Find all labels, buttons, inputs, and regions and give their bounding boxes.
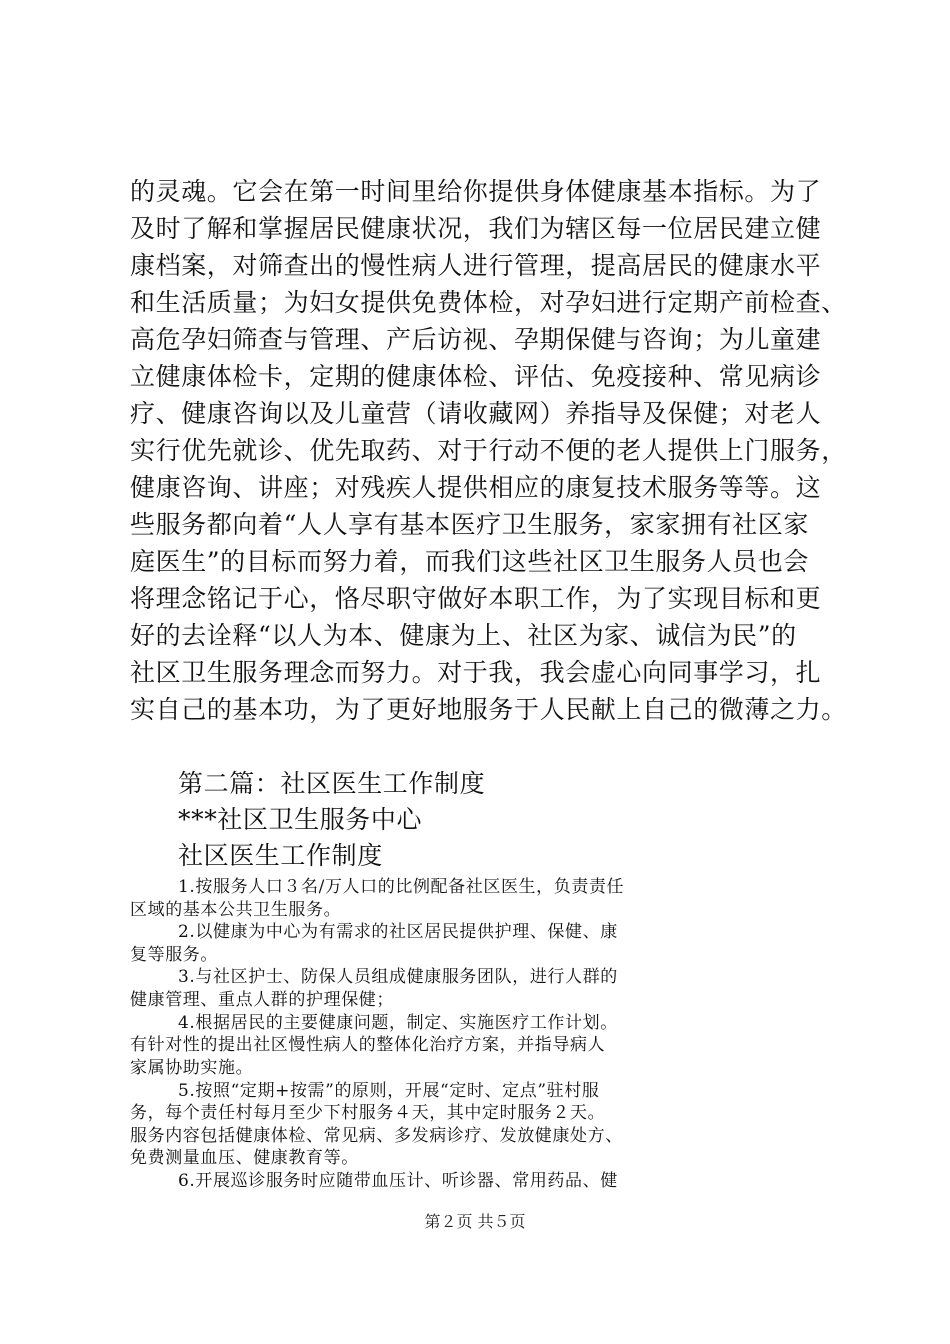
paragraph-line: 疗、健康咨询以及儿童营（请收藏网）养指导及保健；对老人 xyxy=(130,399,822,428)
paragraph-line: 和生活质量；为妇女提供免费体检，对孕妇进行定期产前检查、 xyxy=(130,288,847,317)
paragraph-line: 实行优先就诊、优先取药、对于行动不便的老人提供上门服务， xyxy=(130,436,847,465)
paragraph-line: 实自己的基本功，为了更好地服务于人民献上自己的微薄之力。 xyxy=(130,695,847,724)
document-title: 社区医生工作制度 xyxy=(178,841,383,870)
paragraph-line: 康档案，对筛查出的慢性病人进行管理，提高居民的健康水平 xyxy=(130,251,822,280)
list-item-5-cont: 免费测量血压、健康教育等。 xyxy=(130,1148,359,1169)
page-footer: 第２页 共５页 xyxy=(424,1212,526,1231)
list-item-4-cont: 有针对性的提出社区慢性病人的整体化治疗方案，并指导病人 xyxy=(130,1035,606,1056)
list-item-1: 1.按服务人口３名/万人口的比例配备社区医生，负责责任 xyxy=(178,877,625,897)
list-item-5-cont: 服务内容包括健康体检、常见病、多发病诊疗、发放健康处方、 xyxy=(130,1125,623,1146)
paragraph-line: 高危孕妇筛查与管理、产后访视、孕期保健与咨询；为儿童建 xyxy=(130,325,822,354)
paragraph-line: 将理念铭记于心，恪尽职守做好本职工作，为了实现目标和更 xyxy=(130,584,822,613)
list-item-1-cont: 区域的基本公共卫生服务。 xyxy=(130,899,342,920)
organization-name: ***社区卫生服务中心 xyxy=(178,805,423,834)
paragraph-line: 好的去诠释“以人为本、健康为上、社区为家、诚信为民”的 xyxy=(130,621,797,650)
list-item-2: 2.以健康为中心为有需求的社区居民提供护理、保健、康 xyxy=(178,922,618,943)
paragraph-line: 健康咨询、讲座；对残疾人提供相应的康复技术服务等等。这 xyxy=(130,473,822,502)
list-item-3: 3.与社区护士、防保人员组成健康服务团队，进行人群的 xyxy=(178,967,618,988)
list-item-5: 5.按照“定期+按需”的原则，开展“定时、定点”驻村服 xyxy=(178,1080,600,1101)
list-item-4: 4.根据居民的主要健康问题，制定、实施医疗工作计划。 xyxy=(178,1012,618,1033)
list-item-6: 6.开展巡诊服务时应随带血压计、听诊器、常用药品、健 xyxy=(178,1171,618,1191)
paragraph-line: 庭医生”的目标而努力着，而我们这些社区卫生服务人员也会 xyxy=(130,547,809,576)
paragraph-line: 的灵魂。它会在第一时间里给你提供身体健康基本指标。为了 xyxy=(130,177,822,206)
section-title: 第二篇：社区医生工作制度 xyxy=(178,769,486,798)
list-item-5-cont: 务，每个责任村每月至少下村服务４天，其中定时服务２天。 xyxy=(130,1103,606,1124)
paragraph-line: 社区卫生服务理念而努力。对于我，我会虚心向同事学习，扎 xyxy=(130,658,822,687)
paragraph-line: 些服务都向着“人人享有基本医疗卫生服务，家家拥有社区家 xyxy=(130,510,809,539)
paragraph-line: 立健康体检卡，定期的健康体检、评估、免疫接种、常见病诊 xyxy=(130,362,822,391)
list-item-3-cont: 健康管理、重点人群的护理保健； xyxy=(130,990,394,1011)
list-item-4-cont: 家属协助实施。 xyxy=(130,1057,254,1078)
paragraph-line: 及时了解和掌握居民健康状况，我们为辖区每一位居民建立健 xyxy=(130,214,822,243)
list-item-2-cont: 复等服务。 xyxy=(130,944,218,965)
